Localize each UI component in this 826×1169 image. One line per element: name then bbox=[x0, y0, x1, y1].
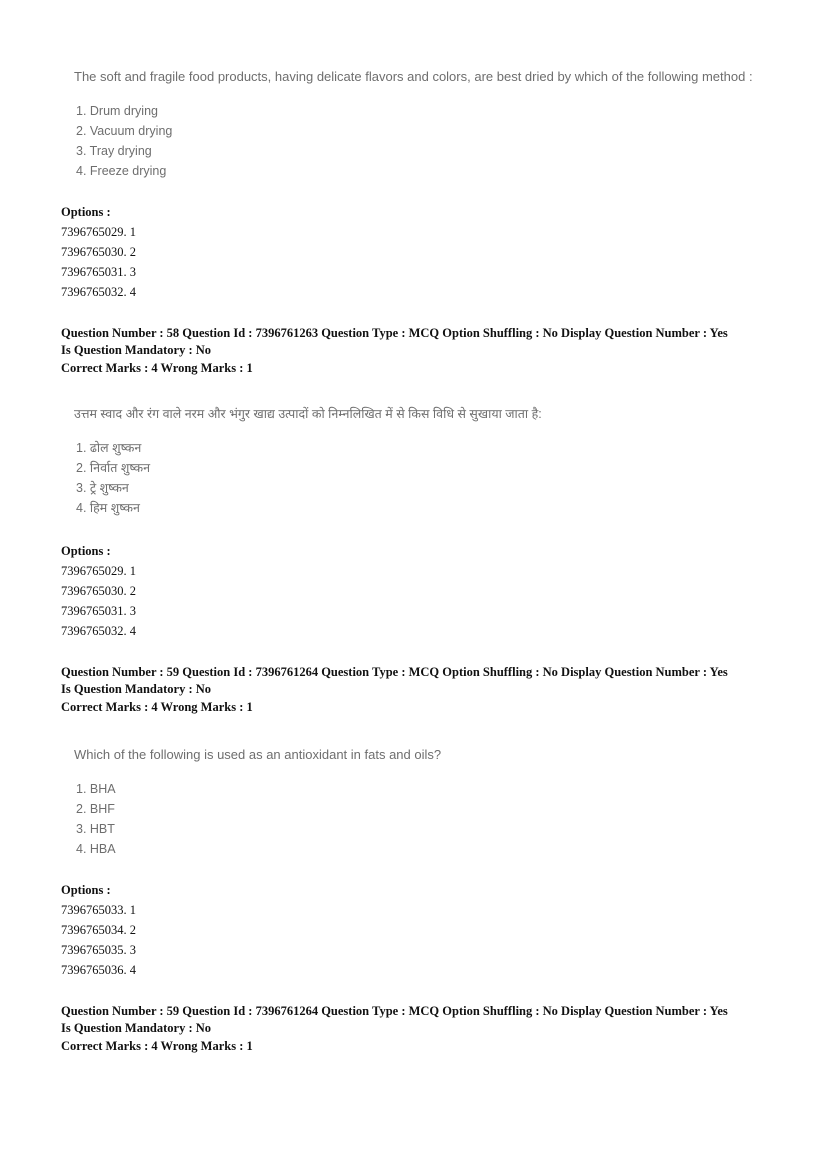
option-id: 7396765033. 1 bbox=[61, 903, 136, 917]
options-label: Options : bbox=[61, 544, 111, 558]
option-id: 7396765031. 3 bbox=[61, 265, 136, 279]
question-meta-58 bbox=[61, 325, 781, 377]
choice-item: 1. Drum drying bbox=[76, 104, 158, 118]
option-id: 7396765032. 4 bbox=[61, 624, 136, 638]
options-label: Options : bbox=[61, 883, 111, 897]
option-id: 7396765029. 1 bbox=[61, 225, 136, 239]
question-meta-line: Question Number : 58 Question Id : 7396761263 Question Type : MCQ Option Shuffling : No Display Question Number : Yes bbox=[61, 326, 728, 340]
question-text: Which of the following is used as an antioxidant in fats and oils? bbox=[74, 747, 442, 762]
question-57-image bbox=[74, 68, 753, 181]
choice-list bbox=[74, 438, 542, 518]
option-id: 7396765029. 1 bbox=[61, 564, 136, 578]
choice-list bbox=[74, 779, 441, 859]
option-id: 7396765035. 3 bbox=[61, 943, 136, 957]
option-id: 7396765032. 4 bbox=[61, 285, 136, 299]
question-58-image bbox=[74, 405, 542, 518]
question-meta-59-repeat bbox=[61, 1003, 781, 1055]
choice-item: 2. Vacuum drying bbox=[76, 124, 173, 138]
marks-line: Correct Marks : 4 Wrong Marks : 1 bbox=[61, 1039, 253, 1053]
choice-item: 3. Tray drying bbox=[76, 144, 152, 158]
question-meta-line: Question Number : 59 Question Id : 7396761264 Question Type : MCQ Option Shuffling : No Display Question Number : Yes bbox=[61, 665, 728, 679]
option-id: 7396765030. 2 bbox=[61, 584, 136, 598]
choice-item: 2. निर्वात शुष्कन bbox=[76, 461, 151, 475]
choice-item: 1. ढोल शुष्कन bbox=[76, 441, 142, 455]
option-id: 7396765031. 3 bbox=[61, 604, 136, 618]
choice-item: 3. ट्रे शुष्कन bbox=[76, 481, 129, 495]
choice-item: 3. HBT bbox=[76, 822, 115, 836]
choice-item: 4. Freeze drying bbox=[76, 164, 167, 178]
choice-item: 4. हिम शुष्कन bbox=[76, 501, 140, 515]
question-text: The soft and fragile food products, having delicate flavors and colors, are best dried by which of the following method : bbox=[74, 69, 753, 84]
mandatory-line: Is Question Mandatory : No bbox=[61, 1021, 212, 1035]
option-id: 7396765034. 2 bbox=[61, 923, 136, 937]
marks-line: Correct Marks : 4 Wrong Marks : 1 bbox=[61, 700, 253, 714]
mandatory-line: Is Question Mandatory : No bbox=[61, 682, 212, 696]
question-meta-59 bbox=[61, 664, 781, 716]
options-label: Options : bbox=[61, 205, 111, 219]
choice-item: 2. BHF bbox=[76, 802, 115, 816]
question-meta-line: Question Number : 59 Question Id : 7396761264 Question Type : MCQ Option Shuffling : No Display Question Number : Yes bbox=[61, 1004, 728, 1018]
question-59-image bbox=[74, 746, 441, 859]
marks-line: Correct Marks : 4 Wrong Marks : 1 bbox=[61, 361, 253, 375]
choice-item: 4. HBA bbox=[76, 842, 116, 856]
option-id: 7396765036. 4 bbox=[61, 963, 136, 977]
choice-item: 1. BHA bbox=[76, 782, 116, 796]
choice-list bbox=[74, 101, 753, 181]
options-block-57 bbox=[61, 203, 136, 302]
option-id: 7396765030. 2 bbox=[61, 245, 136, 259]
question-text: उत्तम स्वाद और रंग वाले नरम और भंगुर खाद्य उत्पादों को निम्नलिखित में से किस विधि से सुखाया जाता है: bbox=[74, 407, 542, 421]
mandatory-line: Is Question Mandatory : No bbox=[61, 343, 212, 357]
options-block-59 bbox=[61, 881, 136, 980]
options-block-58 bbox=[61, 542, 136, 641]
